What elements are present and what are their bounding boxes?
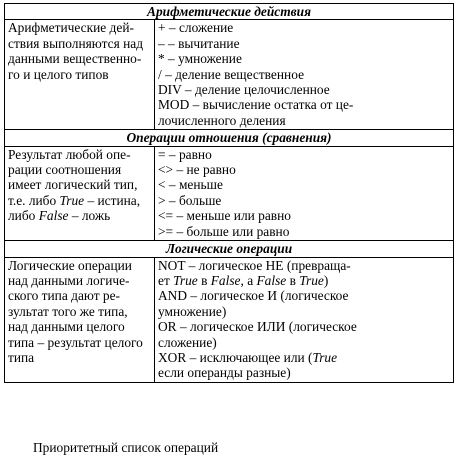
section-body-row [5, 146, 454, 240]
relational-operators [155, 146, 454, 240]
operator-line: ет True в False, а False в True) [158, 272, 329, 288]
desc-line: данными вещественно- [8, 51, 142, 67]
desc-line: ского типа дают ре- [8, 288, 121, 304]
operator-line: >= – больше или равно [158, 223, 290, 239]
operator-line: XOR – исключающее или (True [158, 349, 338, 365]
desc-line: рации соотношения [8, 162, 122, 178]
boolean-literal: True [173, 272, 198, 288]
section-title-arithmetic: Арифметические действия [5, 4, 454, 20]
operator-line: умножение) [158, 303, 227, 319]
operator-line: – – вычитание [158, 35, 240, 51]
desc-line: ствия выполняются над [8, 35, 144, 51]
boolean-literal: True [59, 192, 85, 208]
boolean-literal: False [210, 272, 241, 288]
bottom-note: Приоритетный список операций [33, 440, 219, 455]
desc-line: над данными логиче- [8, 272, 130, 288]
desc-line: типа [8, 349, 35, 365]
desc-line: зультат того же типа, [8, 303, 128, 319]
desc-line: либо False – ложь [8, 208, 111, 224]
operator-line: сложение) [158, 334, 217, 350]
section-body-row [5, 20, 454, 130]
section-title-relational: Операции отношения (сравнения) [5, 130, 454, 146]
operator-line: <> – не равно [158, 162, 236, 178]
section-header-row [5, 241, 454, 257]
arithmetic-operators [155, 20, 454, 130]
operator-line: <= – меньше или равно [158, 208, 291, 224]
desc-line: Арифметические дей- [8, 20, 134, 36]
desc-line: типа – результат целого [8, 334, 143, 350]
operations-table [4, 3, 454, 383]
operator-line: DIV – деление целочисленное [158, 82, 330, 98]
boolean-literal: False [256, 272, 287, 288]
relational-description [5, 146, 155, 240]
desc-line: го и целого типов [8, 66, 109, 82]
operator-line: = – равно [158, 146, 212, 162]
operator-line: AND – логическое И (логическое [158, 288, 349, 304]
logical-description [5, 257, 155, 382]
desc-line: Результат любой опе- [8, 146, 131, 162]
operator-line: + – сложение [158, 20, 234, 36]
boolean-literal: True [312, 349, 338, 365]
operator-line: MOD – вычисление остатка от це- [158, 97, 354, 113]
operator-line: > – больше [158, 192, 222, 208]
section-title-logical: Логические операции [5, 241, 454, 257]
section-header-row [5, 130, 454, 146]
operator-line: лочисленного деления [158, 112, 286, 128]
operator-line: NOT – логическое НЕ (превраща- [158, 257, 351, 273]
logical-operators [155, 257, 454, 382]
boolean-literal: False [38, 208, 69, 224]
operator-line: если операнды разные) [158, 365, 291, 381]
desc-line: над данными целого [8, 319, 125, 335]
boolean-literal: True [299, 272, 324, 288]
operator-line: < – меньше [158, 177, 223, 193]
arithmetic-description [5, 20, 155, 130]
desc-line: т.е. либо True – истина, [8, 192, 141, 208]
operator-line: OR – логическое ИЛИ (логическое [158, 319, 357, 335]
desc-line: имеет логический тип, [8, 177, 138, 193]
section-header-row [5, 4, 454, 20]
desc-line: Логические операции [8, 257, 132, 273]
operator-line: * – умножение [158, 51, 242, 67]
operator-line: / – деление вещественное [158, 66, 305, 82]
section-body-row [5, 257, 454, 382]
